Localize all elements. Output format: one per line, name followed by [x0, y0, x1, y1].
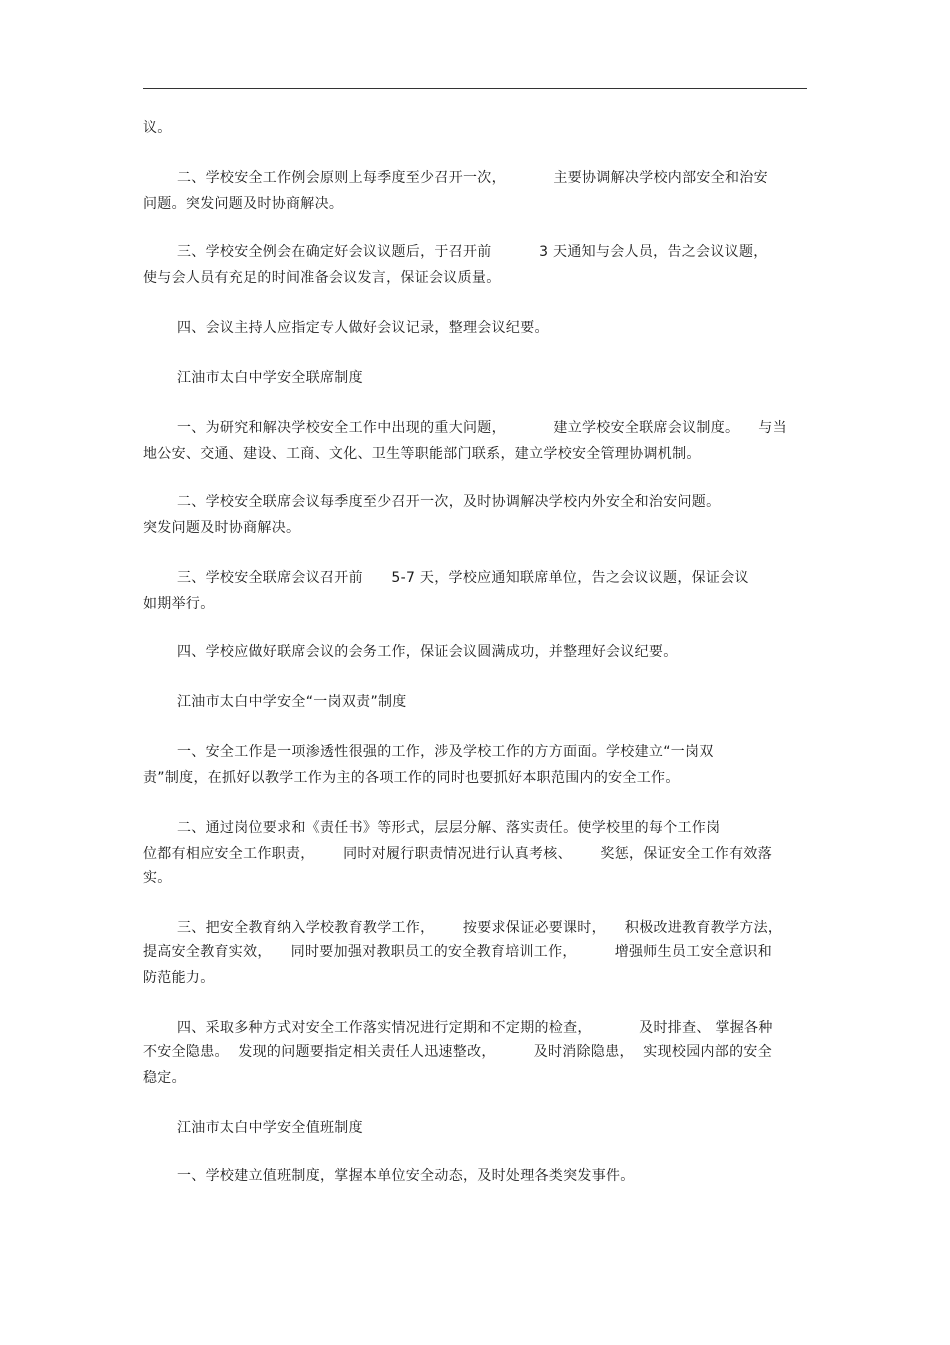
- header-rule: [143, 88, 807, 89]
- text-line: 一、学校建立值班制度，掌握本单位安全动态，及时处理各类突发事件。: [177, 1168, 635, 1184]
- section-heading: 江油市太白中学安全值班制度: [177, 1120, 363, 1136]
- text-line: 三、把安全教育纳入学校教育教学工作， 按要求保证必要课时， 积极改进教育教学方法，: [177, 920, 783, 936]
- text-line: 如期举行。: [143, 596, 215, 612]
- text-line: 位都有相应安全工作职责， 同时对履行职责情况进行认真考核、 奖惩，保证安全工作有效落: [143, 846, 772, 862]
- text-line: 使与会人员有充足的时间准备会议发言，保证会议质量。: [143, 270, 501, 286]
- text-line: 防范能力。: [143, 970, 215, 986]
- text-line: 三、学校安全例会在确定好会议议题后，于召开前 3 天通知与会人员，告之会议议题，: [177, 244, 768, 260]
- text-line: 一、安全工作是一项渗透性很强的工作，涉及学校工作的方方面面。学校建立“一岗双: [177, 744, 714, 760]
- text-line: 提高安全教育实效， 同时要加强对教职员工的安全教育培训工作， 增强师生员工安全意识和: [143, 944, 772, 960]
- section-heading: 江油市太白中学安全“一岗双责”制度: [177, 694, 407, 710]
- text-line: 四、采取多种方式对安全工作落实情况进行定期和不定期的检查， 及时排查、 掌握各种: [177, 1020, 773, 1036]
- text-line: 四、会议主持人应指定专人做好会议记录，整理会议纪要。: [177, 320, 549, 336]
- text-line: 问题。突发问题及时协商解决。: [143, 196, 344, 212]
- text-line: 一、为研究和解决学校安全工作中出现的重大问题， 建立学校安全联席会议制度。 与当: [177, 420, 787, 436]
- text-line: 二、通过岗位要求和《责任书》等形式，层层分解、落实责任。使学校里的每个工作岗: [177, 820, 721, 836]
- text-line: 责”制度，在抓好以教学工作为主的各项工作的同时也要抓好本职范围内的安全工作。: [143, 770, 680, 786]
- text-line: 不安全隐患。 发现的问题要指定相关责任人迅速整改， 及时消除隐患， 实现校园内部的安全: [143, 1044, 772, 1060]
- text-line: 实。: [143, 870, 172, 886]
- text-line: 突发问题及时协商解决。: [143, 520, 301, 536]
- text-line: 四、学校应做好联席会议的会务工作，保证会议圆满成功，并整理好会议纪要。: [177, 644, 678, 660]
- text-line: 二、学校安全联席会议每季度至少召开一次，及时协调解决学校内外安全和治安问题。: [177, 494, 721, 510]
- text-line: 三、学校安全联席会议召开前 5-7 天，学校应通知联席单位，告之会议议题，保证会议: [177, 570, 749, 586]
- section-heading: 江油市太白中学安全联席制度: [177, 370, 363, 386]
- text-line: 二、学校安全工作例会原则上每季度至少召开一次， 主要协调解决学校内部安全和治安: [177, 170, 768, 186]
- text-line: 稳定。: [143, 1070, 186, 1086]
- text-line: 议。: [143, 120, 172, 136]
- text-line: 地公安、交通、建设、工商、文化、卫生等职能部门联系，建立学校安全管理协调机制。: [143, 446, 701, 462]
